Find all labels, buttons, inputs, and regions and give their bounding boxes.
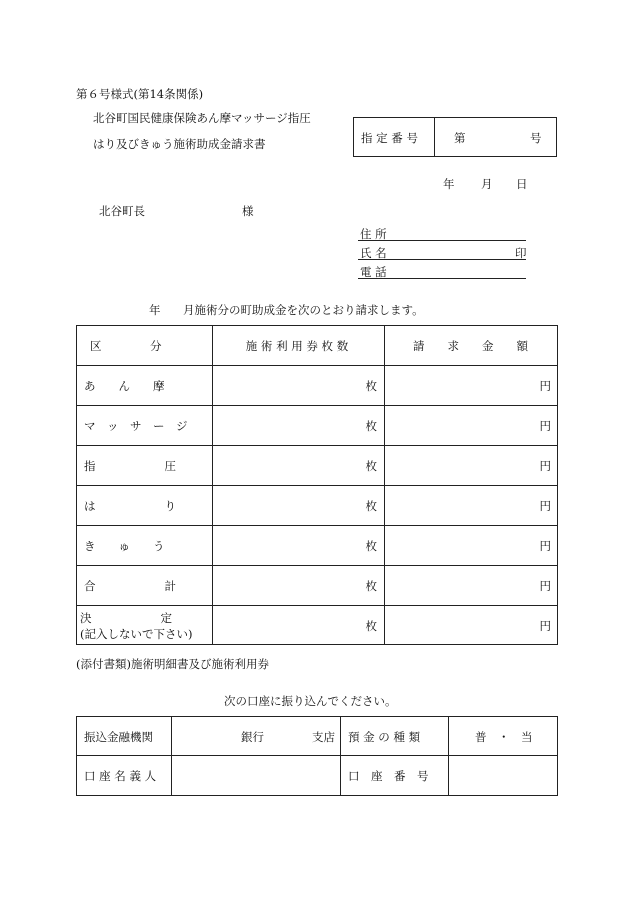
amount-cell-decision[interactable]: [383, 606, 551, 646]
count-cell-kyu[interactable]: [211, 526, 377, 566]
count-cell-decision[interactable]: [211, 606, 377, 646]
row-label-decision-note: (記入しないで下さい): [80, 627, 193, 641]
form-title-line2: はり及びきゅう施術助成金請求書: [93, 137, 266, 151]
institution-label: 振込金融機関: [84, 730, 153, 744]
account-number-label: 口 座 番 号: [348, 769, 429, 783]
unit-mai: 枚: [365, 419, 377, 433]
designation-dai: 第: [454, 131, 466, 145]
unit-mai: 枚: [365, 459, 377, 473]
designation-go[interactable]: 号: [530, 131, 542, 145]
attachments-note: (添付書類)施術明細書及び施術利用券: [76, 657, 269, 671]
amount-cell-hari[interactable]: [383, 486, 551, 526]
applicant-phone-label: 電 話: [360, 265, 387, 279]
unit-yen: 円: [539, 539, 551, 553]
header-claim-amount: 請 求 金 額: [413, 339, 528, 353]
addressee-name: 北谷町長: [99, 204, 145, 218]
unit-yen: 円: [539, 459, 551, 473]
count-cell-shiatsu[interactable]: [211, 446, 377, 486]
unit-yen: 円: [539, 619, 551, 633]
designation-number-box: [353, 117, 557, 157]
amount-cell-total[interactable]: [383, 566, 551, 606]
row-label-total: 合 計: [84, 579, 176, 593]
table-row: [76, 525, 558, 565]
row-label-decision: 決 定: [80, 611, 172, 625]
unit-mai: 枚: [365, 539, 377, 553]
header-voucher-count: 施 術 利 用 券 枚 数: [245, 339, 349, 353]
designation-number-label: 指 定 番 号: [361, 131, 418, 145]
applicant-name-label: 氏 名: [360, 246, 387, 260]
date-month[interactable]: 月: [481, 177, 493, 191]
form-number: 第６号様式(第14条関係): [76, 87, 204, 101]
seal-mark: 印: [515, 246, 527, 260]
header-category: 区 分: [90, 339, 162, 353]
amount-cell-massage[interactable]: [383, 406, 551, 446]
table-row: [76, 605, 558, 645]
count-cell-massage[interactable]: [211, 406, 377, 446]
table-row: [76, 445, 558, 485]
addressee-sama: 様: [242, 204, 254, 218]
amount-cell-shiatsu[interactable]: [383, 446, 551, 486]
count-cell-anma[interactable]: [211, 366, 377, 406]
bank-unit: 銀行: [241, 730, 264, 744]
table-row: [76, 405, 558, 445]
amount-cell-kyu[interactable]: [383, 526, 551, 566]
branch-unit: 支店: [312, 730, 335, 744]
unit-mai: 枚: [365, 379, 377, 393]
applicant-phone-field[interactable]: [358, 264, 526, 279]
unit-yen: 円: [539, 579, 551, 593]
unit-yen: 円: [539, 379, 551, 393]
row-label-massage: マ ッ サ ー ジ: [84, 419, 188, 433]
count-cell-hari[interactable]: [211, 486, 377, 526]
row-label-anma: あ ん 摩: [84, 379, 165, 393]
applicant-address-field[interactable]: [358, 226, 526, 241]
applicant-address-label: 住 所: [360, 227, 387, 241]
unit-yen: 円: [539, 419, 551, 433]
account-holder-label: 口 座 名 義 人: [84, 769, 157, 783]
form-title-line1: 北谷町国民健康保険あん摩マッサージ指圧: [93, 111, 311, 125]
deposit-type-label: 預 金 の 種 類: [348, 730, 421, 744]
bank-intro: 次の口座に振り込んでください。: [224, 694, 397, 708]
table-row: [76, 485, 558, 525]
intro-year[interactable]: 年: [149, 303, 161, 317]
table-row: [76, 565, 558, 605]
row-label-hari: は り: [84, 499, 176, 513]
intro-text: 月施術分の町助成金を次のとおり請求します。: [183, 303, 424, 317]
amount-cell-anma[interactable]: [383, 366, 551, 406]
unit-mai: 枚: [365, 619, 377, 633]
unit-mai: 枚: [365, 499, 377, 513]
count-cell-total[interactable]: [211, 566, 377, 606]
row-label-kyu: き ゅ う: [84, 539, 165, 553]
table-row: [76, 365, 558, 405]
date-year[interactable]: 年: [443, 177, 455, 191]
applicant-name-field[interactable]: [358, 245, 526, 260]
unit-mai: 枚: [365, 579, 377, 593]
deposit-type-options[interactable]: 普 ・ 当: [475, 730, 533, 744]
bank-table: [76, 716, 558, 796]
unit-yen: 円: [539, 499, 551, 513]
table-header-row: [76, 325, 558, 365]
row-label-shiatsu: 指 圧: [84, 459, 176, 473]
date-day[interactable]: 日: [516, 177, 528, 191]
